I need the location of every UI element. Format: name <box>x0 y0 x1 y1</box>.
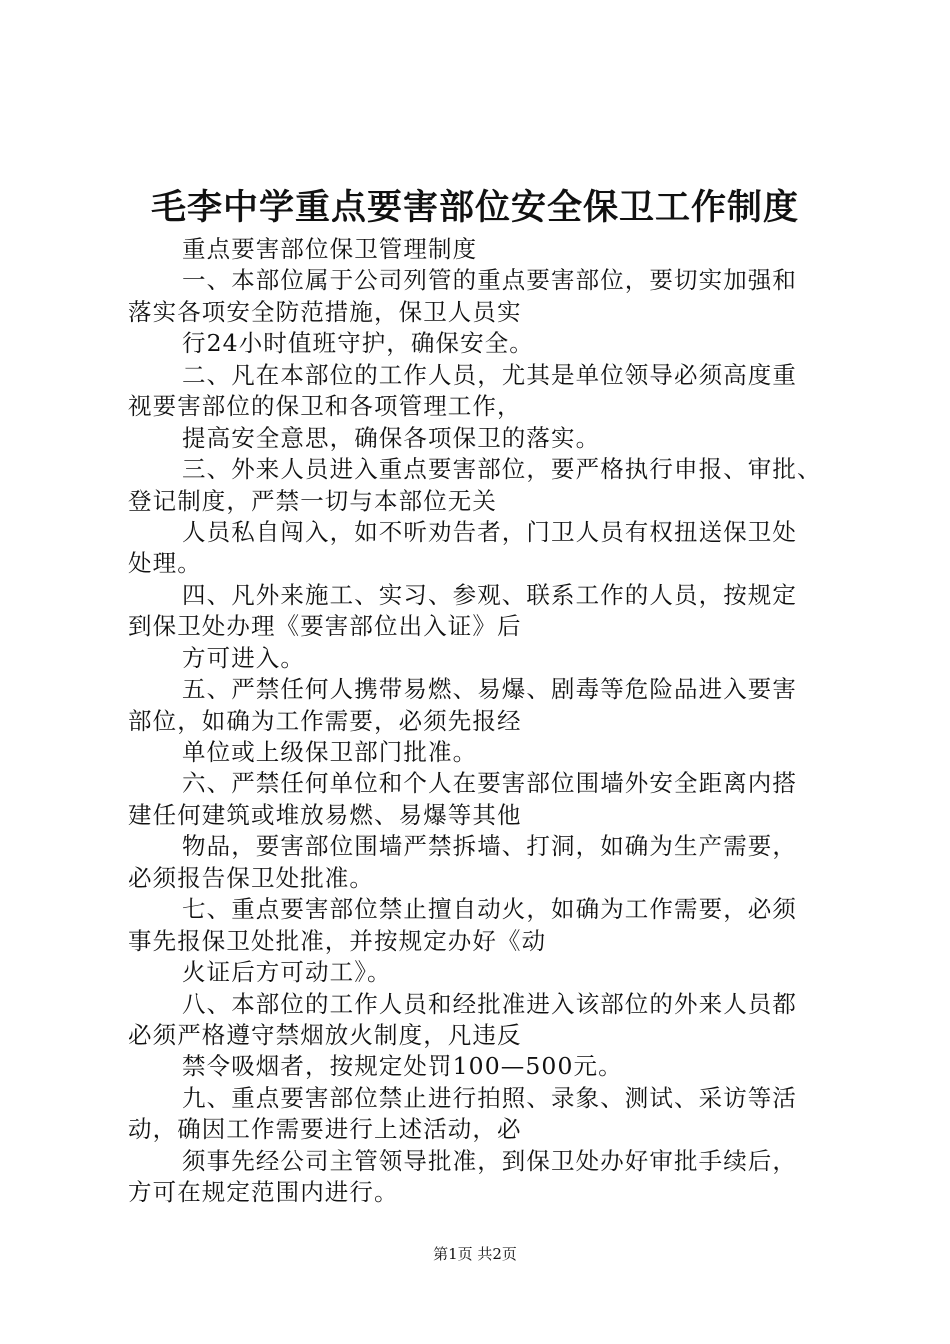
text-line: 视要害部位的保卫和各项管理工作， <box>128 392 522 421</box>
text-line: 八、本部位的工作人员和经批准进入该部位的外来人员都 <box>182 989 797 1018</box>
text-line: 须事先经公司主管领导批准，到保卫处办好审批手续后， <box>182 1146 797 1175</box>
text-line: 到保卫处办理《要害部位出入证》后 <box>128 612 522 641</box>
text-line: 提高安全意思，确保各项保卫的落实。 <box>182 423 601 452</box>
text-line: 人员私自闯入，如不听劝告者，门卫人员有权扭送保卫处 <box>182 517 797 546</box>
text-line: 九、重点要害部位禁止进行拍照、录象、测试、采访等活 <box>182 1083 797 1112</box>
text-line: 事先报保卫处批准，并按规定办好《动 <box>128 926 547 955</box>
text-line: 一、本部位属于公司列管的重点要害部位，要切实加强和 <box>182 266 797 295</box>
text-line: 必须严格遵守禁烟放火制度，凡违反 <box>128 1020 522 1049</box>
page-footer: 第1页 共2页 <box>433 1245 517 1263</box>
text-line: 五、严禁任何人携带易燃、易爆、剧毒等危险品进入要害 <box>182 675 797 704</box>
text-line: 七、重点要害部位禁止擅自动火，如确为工作需要，必须 <box>182 895 797 924</box>
text-line: 方可在规定范围内进行。 <box>128 1178 399 1207</box>
text-line: 落实各项安全防范措施，保卫人员实 <box>128 297 522 326</box>
text-line: 二、凡在本部位的工作人员，尤其是单位领导必须高度重 <box>182 360 797 389</box>
text-line: 部位，如确为工作需要，必须先报经 <box>128 706 522 735</box>
text-line: 行24小时值班守护，确保安全。 <box>182 329 534 358</box>
text-line: 物品，要害部位围墙严禁拆墙、打洞，如确为生产需要， <box>182 832 797 861</box>
text-line: 动，确因工作需要进行上述活动，必 <box>128 1115 522 1144</box>
document-body <box>128 234 838 1209</box>
text-line: 登记制度，严禁一切与本部位无关 <box>128 486 497 515</box>
text-line: 必须报告保卫处批准。 <box>128 863 374 892</box>
text-line: 禁令吸烟者，按规定处罚100—500元。 <box>182 1052 623 1081</box>
text-line: 单位或上级保卫部门批准。 <box>182 738 478 766</box>
text-line: 处理。 <box>128 549 202 578</box>
document-title: 毛李中学重点要害部位安全保卫工作制度 <box>150 188 799 228</box>
text-line: 火证后方可动工》。 <box>182 958 392 987</box>
text-line: 方可进入。 <box>182 643 305 672</box>
text-line: 重点要害部位保卫管理制度 <box>182 235 478 263</box>
text-line: 建任何建筑或堆放易燃、易爆等其他 <box>128 800 522 829</box>
text-line: 六、严禁任何单位和个人在要害部位围墙外安全距离内搭 <box>182 769 797 798</box>
text-line: 四、凡外来施工、实习、参观、联系工作的人员，按规定 <box>182 580 797 609</box>
text-line: 三、外来人员进入重点要害部位，要严格执行申报、审批、 <box>182 455 822 484</box>
